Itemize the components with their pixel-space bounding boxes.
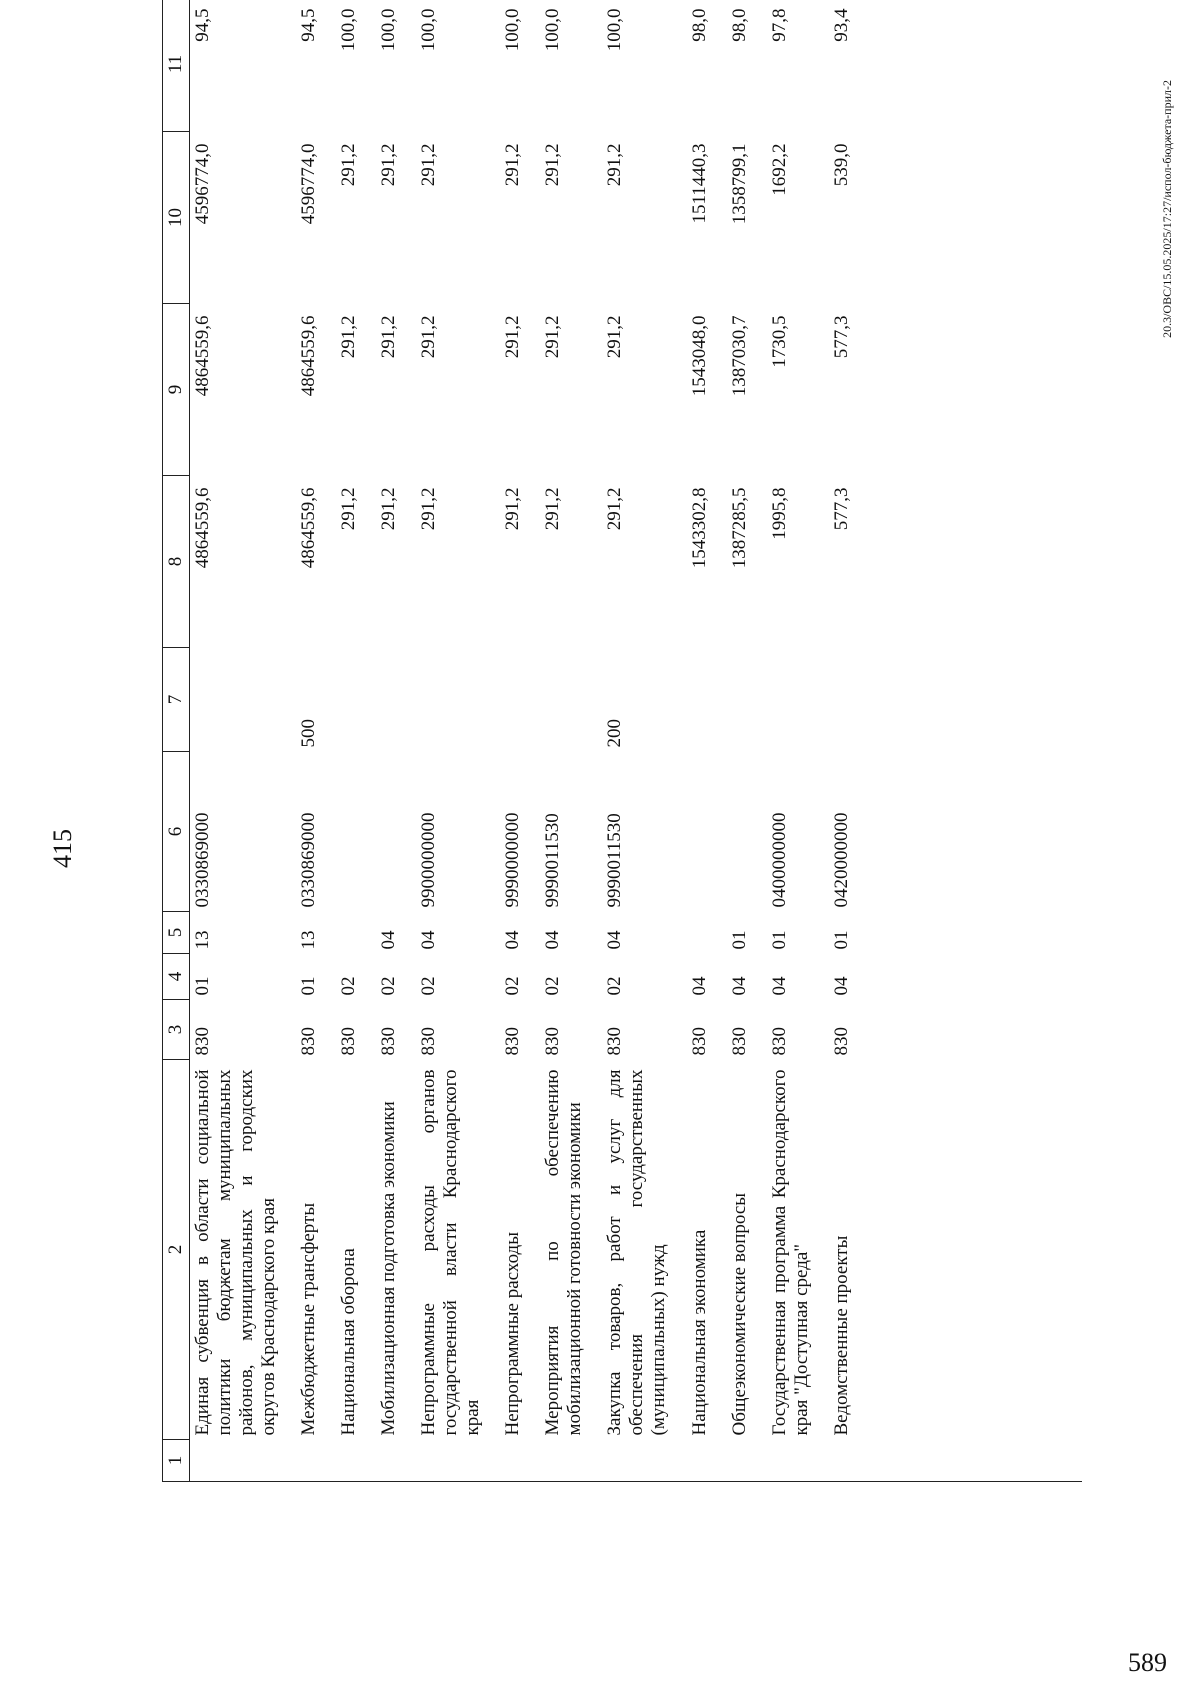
table-body <box>190 0 871 1482</box>
cell-c5 <box>338 912 378 954</box>
cell-col-1 <box>604 1440 688 1482</box>
cell-col-1 <box>502 1440 542 1482</box>
cell-c6 <box>338 752 378 912</box>
cell-c10: 291,2 <box>502 143 524 187</box>
cell-c7: 500 <box>298 719 320 748</box>
header-row <box>163 0 190 1482</box>
cell-c6: 9900000000 <box>418 812 440 908</box>
cell-c9: 1730,5 <box>768 315 790 368</box>
cell-c11: 100,0 <box>378 8 400 52</box>
column-header-7: 7 <box>163 648 190 752</box>
cell-c9: 4864559,6 <box>192 315 213 397</box>
cell-c6: 0420000000 <box>830 812 852 908</box>
cell-c6: 0400000000 <box>768 812 790 908</box>
cell-c4: 04 <box>728 976 750 996</box>
budget-table <box>162 0 871 1482</box>
cell-c3: 830 <box>338 1027 360 1056</box>
cell-c3: 830 <box>830 1027 852 1056</box>
cell-col-1 <box>729 1440 769 1482</box>
cell-c10: 539,0 <box>830 143 852 187</box>
cell-col-1 <box>418 1440 502 1482</box>
row-name: Мобилизационная подготовка экономики <box>378 1101 400 1436</box>
cell-c3: 830 <box>542 1027 564 1056</box>
column-header-10: 10 <box>163 132 190 304</box>
cell-c6 <box>729 752 769 912</box>
cell-c10: 291,2 <box>604 143 626 187</box>
row-name: Государственная программа Краснодарского края "Доступная среда" <box>768 1069 812 1436</box>
cell-c8: 291,2 <box>542 487 564 531</box>
row-name: Национальная экономика <box>688 1229 710 1436</box>
row-name: Ведомственные проекты <box>830 1235 852 1436</box>
table-row <box>542 0 604 1482</box>
cell-col-1 <box>338 1440 378 1482</box>
cell-c4: 04 <box>768 976 790 996</box>
cell-c4: 02 <box>542 976 564 996</box>
cell-c9: 1543048,0 <box>688 315 710 397</box>
cell-c7 <box>190 648 299 752</box>
footer-code: 20.3/ОВС/15.05.2025/17:27/испол-бюджета-прил-2 <box>1160 80 1174 338</box>
cell-c7 <box>378 648 418 752</box>
cell-c3: 830 <box>192 1027 213 1056</box>
cell-c6: 0330869000 <box>192 812 213 908</box>
cell-c5: 13 <box>192 930 213 950</box>
cell-c5: 01 <box>830 930 852 950</box>
cell-c3: 830 <box>502 1027 524 1056</box>
cell-col-1 <box>190 1440 299 1482</box>
row-name: Межбюджетные трансферты <box>298 1202 320 1436</box>
cell-c3: 830 <box>768 1027 790 1056</box>
cell-c4: 02 <box>502 976 524 996</box>
cell-c8: 291,2 <box>604 487 626 531</box>
row-name: Мероприятия по обеспечению мобилизационной готовности экономики <box>542 1069 586 1436</box>
cell-c10: 4596774,0 <box>192 143 213 225</box>
cell-c6 <box>378 752 418 912</box>
cell-c6: 9990000000 <box>502 812 524 908</box>
cell-c3: 830 <box>728 1027 750 1056</box>
cell-c3: 830 <box>298 1027 320 1056</box>
cell-c11: 94,5 <box>192 8 213 42</box>
cell-c11: 93,4 <box>830 8 852 42</box>
cell-c7 <box>338 648 378 752</box>
cell-c3: 830 <box>604 1027 626 1056</box>
cell-c10: 291,2 <box>542 143 564 187</box>
table-row <box>689 0 729 1482</box>
cell-c3: 830 <box>688 1027 710 1056</box>
cell-c9: 291,2 <box>338 315 360 359</box>
cell-c8: 577,3 <box>830 487 852 531</box>
cell-c5: 04 <box>418 930 440 950</box>
cell-c4: 01 <box>192 976 213 996</box>
row-name: Общеэкономические вопросы <box>728 1192 750 1436</box>
cell-c9: 4864559,6 <box>298 315 320 397</box>
cell-c7 <box>542 648 604 752</box>
cell-c7 <box>729 648 769 752</box>
cell-c8: 291,2 <box>378 487 400 531</box>
column-header-2: 2 <box>163 1060 190 1440</box>
cell-c3: 830 <box>378 1027 400 1056</box>
cell-c7 <box>418 648 502 752</box>
page-number: 415 <box>48 829 77 868</box>
cell-col-1 <box>689 1440 729 1482</box>
cell-c4: 04 <box>830 976 852 996</box>
cell-c7 <box>502 648 542 752</box>
cell-c10: 291,2 <box>338 143 360 187</box>
row-name: Единая субвенция в области социальной политики бюджетам муниципальных районов, муниципальных и городских округов Краснодарского края <box>192 1069 280 1436</box>
cell-c5: 01 <box>768 930 790 950</box>
cell-c9: 291,2 <box>418 315 440 359</box>
cell-c11: 100,0 <box>502 8 524 52</box>
cell-c11: 100,0 <box>418 8 440 52</box>
cell-c7 <box>769 648 831 752</box>
cell-c8: 4864559,6 <box>192 487 213 569</box>
table-row <box>502 0 542 1482</box>
cell-col-1 <box>542 1440 604 1482</box>
table-row <box>418 0 502 1482</box>
row-name: Непрограммные расходы органов государственной власти Краснодарского края <box>418 1069 484 1436</box>
column-header-3: 3 <box>163 1000 190 1060</box>
cell-c11: 100,0 <box>338 8 360 52</box>
cell-c7: 200 <box>604 719 626 748</box>
column-header-8: 8 <box>163 476 190 648</box>
cell-c9: 291,2 <box>378 315 400 359</box>
column-header-1: 1 <box>163 1440 190 1482</box>
cell-c9: 291,2 <box>542 315 564 359</box>
table-row <box>604 0 688 1482</box>
cell-c6 <box>689 752 729 912</box>
cell-c4: 02 <box>378 976 400 996</box>
table-row <box>338 0 378 1482</box>
cell-c9: 1387030,7 <box>728 315 750 397</box>
cell-c4: 02 <box>418 976 440 996</box>
column-header-6: 6 <box>163 752 190 912</box>
column-header-9: 9 <box>163 304 190 476</box>
cell-c8: 4864559,6 <box>298 487 320 569</box>
cell-c10: 291,2 <box>418 143 440 187</box>
cell-c10: 4596774,0 <box>298 143 320 225</box>
cell-col-1 <box>769 1440 831 1482</box>
row-name: Национальная оборона <box>338 1248 360 1436</box>
cell-col-1 <box>831 1440 871 1482</box>
cell-c11: 100,0 <box>604 8 626 52</box>
cell-c8: 1387285,5 <box>728 487 750 569</box>
sheet-number: 589 <box>1128 1648 1167 1677</box>
cell-c8: 1543302,8 <box>688 487 710 569</box>
cell-c4: 01 <box>298 976 320 996</box>
cell-c4: 02 <box>604 976 626 996</box>
cell-c11: 98,0 <box>688 8 710 42</box>
cell-c7 <box>831 648 871 752</box>
cell-c6: 9990011530 <box>542 813 564 908</box>
cell-c6: 9990011530 <box>604 813 626 908</box>
cell-c10: 291,2 <box>378 143 400 187</box>
cell-c9: 577,3 <box>830 315 852 359</box>
cell-col-1 <box>378 1440 418 1482</box>
column-header-11: 11 <box>163 0 190 132</box>
cell-c9: 291,2 <box>604 315 626 359</box>
cell-c8: 291,2 <box>338 487 360 531</box>
table-row <box>190 0 299 1482</box>
table-row <box>378 0 418 1482</box>
cell-c4: 02 <box>338 976 360 996</box>
row-name: Непрограммные расходы <box>502 1232 524 1436</box>
row-name: Закупка товаров, работ и услуг для обеспечения государственных (муниципальных) нужд <box>604 1069 670 1436</box>
cell-c11: 94,5 <box>298 8 320 42</box>
table-row <box>769 0 831 1482</box>
cell-c7 <box>689 648 729 752</box>
cell-col-1 <box>298 1440 338 1482</box>
table-row <box>831 0 871 1482</box>
column-header-5: 5 <box>163 912 190 954</box>
cell-c8: 1995,8 <box>768 487 790 540</box>
table-row <box>298 0 338 1482</box>
cell-c5: 13 <box>298 930 320 950</box>
column-header-4: 4 <box>163 954 190 1000</box>
cell-c5: 04 <box>378 930 400 950</box>
cell-c11: 100,0 <box>542 8 564 52</box>
cell-c9: 291,2 <box>502 315 524 359</box>
cell-c11: 97,8 <box>768 8 790 42</box>
cell-c4: 04 <box>688 976 710 996</box>
cell-c10: 1511440,3 <box>688 143 710 224</box>
cell-c3: 830 <box>418 1027 440 1056</box>
cell-c8: 291,2 <box>502 487 524 531</box>
cell-c5: 01 <box>728 930 750 950</box>
cell-c5 <box>689 912 729 954</box>
cell-c6: 0330869000 <box>298 812 320 908</box>
cell-c5: 04 <box>542 930 564 950</box>
cell-c10: 1692,2 <box>768 143 790 196</box>
cell-c10: 1358799,1 <box>728 143 750 225</box>
cell-c5: 04 <box>604 930 626 950</box>
table-row <box>729 0 769 1482</box>
cell-c5: 04 <box>502 930 524 950</box>
cell-c11: 98,0 <box>728 8 750 42</box>
cell-c8: 291,2 <box>418 487 440 531</box>
